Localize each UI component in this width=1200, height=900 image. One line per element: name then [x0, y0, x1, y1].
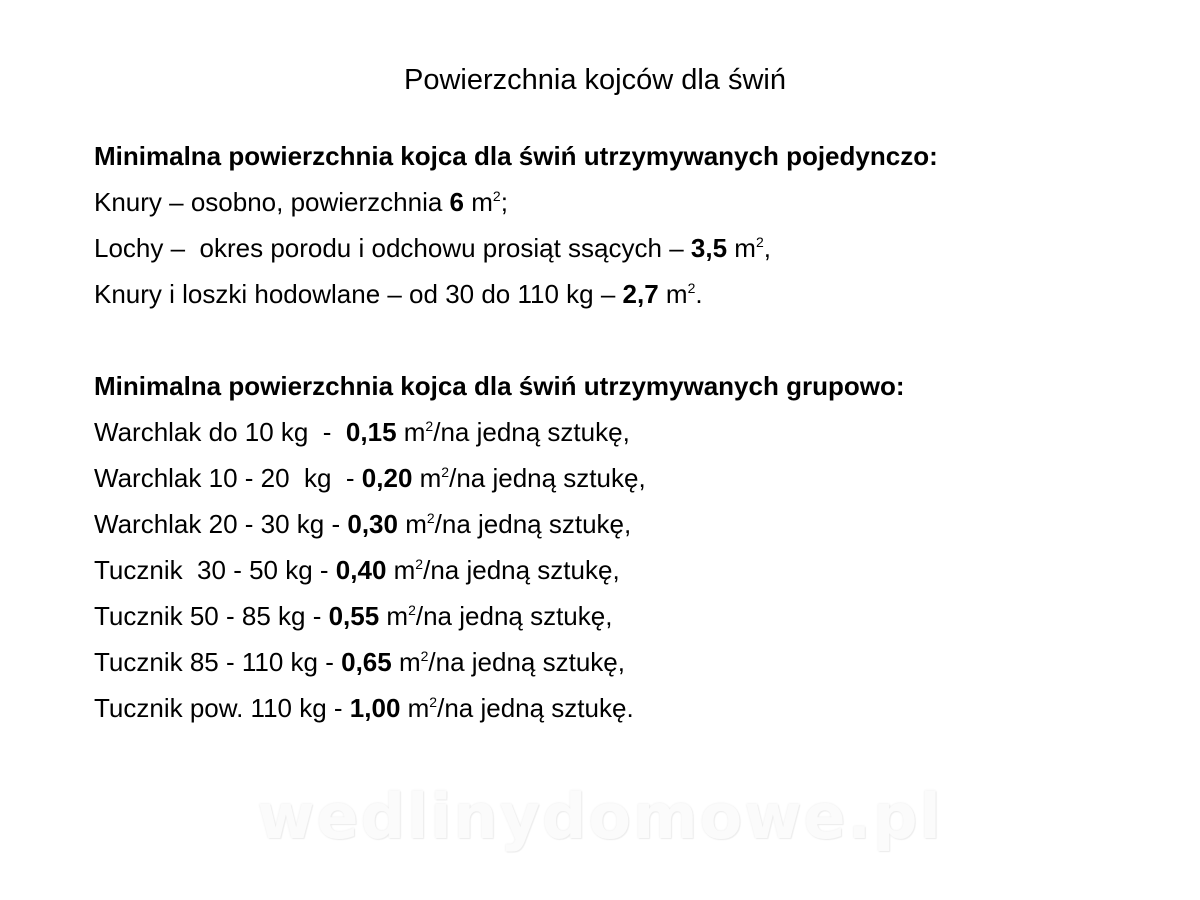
item-suffix: /na jedną sztukę, — [415, 601, 613, 631]
unit-exponent: 2 — [408, 602, 416, 618]
list-item — [94, 688, 1174, 734]
area-value: 0,65 — [341, 647, 392, 677]
item-suffix: ; — [500, 187, 508, 217]
item-suffix: /na jedną sztukę, — [433, 417, 630, 447]
section-heading: Minimalna powierzchnia kojca dla świń utrzymywanych pojedynczo: — [94, 141, 938, 171]
unit: m — [396, 417, 426, 447]
item-suffix: /na jedną sztukę, — [449, 463, 646, 493]
individual-housing-section — [94, 136, 1174, 320]
area-value: 0,55 — [328, 601, 380, 631]
unit-exponent: 2 — [687, 280, 696, 296]
unit-exponent: 2 — [420, 648, 429, 664]
area-value: 3,5 — [690, 233, 728, 263]
page-title: Powierzchnia kojców dla świń — [404, 64, 786, 96]
item-description: Knury i loszki hodowlane – od 30 do 110 kg – — [94, 279, 623, 309]
group-housing-section — [94, 366, 1174, 734]
unit-exponent: 2 — [429, 694, 438, 710]
item-suffix: /na jedną sztukę, — [434, 509, 632, 539]
unit: m — [727, 233, 756, 263]
unit-exponent: 2 — [426, 510, 435, 526]
unit-exponent: 2 — [415, 556, 424, 572]
area-value: 6 — [449, 187, 465, 217]
item-description: Tucznik 50 - 85 kg - — [94, 601, 329, 631]
unit-exponent: 2 — [425, 418, 434, 434]
unit: m — [464, 187, 493, 217]
item-suffix: /na jedną sztukę. — [437, 693, 634, 723]
list-item — [94, 274, 1174, 320]
area-value: 0,30 — [347, 509, 398, 539]
area-value: 1,00 — [349, 693, 401, 723]
unit: m — [397, 509, 427, 539]
list-item — [94, 550, 1174, 596]
item-suffix: /na jedną sztukę, — [428, 647, 625, 677]
list-item — [94, 412, 1174, 458]
list-item — [94, 228, 1174, 274]
unit: m — [391, 647, 421, 677]
section-heading: Minimalna powierzchnia kojca dla świń utrzymywanych grupowo: — [94, 371, 905, 401]
area-value: 0,20 — [361, 463, 413, 493]
item-suffix: /na jedną sztukę, — [423, 555, 620, 585]
watermark: wedlinydomowe.pl — [257, 780, 943, 853]
item-description: Warchlak 20 - 30 kg - — [94, 509, 348, 539]
list-item — [94, 182, 1174, 228]
item-description: Tucznik pow. 110 kg - — [94, 693, 350, 723]
area-value: 2,7 — [622, 279, 659, 309]
unit: m — [400, 693, 430, 723]
list-item — [94, 504, 1174, 550]
unit: m — [379, 601, 409, 631]
area-value: 0,40 — [335, 555, 387, 585]
item-description: Lochy – okres porodu i odchowu prosiąt ssących – — [94, 233, 691, 263]
item-description: Warchlak 10 - 20 kg - — [94, 463, 362, 493]
list-item — [94, 596, 1174, 642]
unit-exponent: 2 — [492, 188, 501, 204]
item-suffix: , — [763, 233, 771, 263]
unit: m — [386, 555, 416, 585]
unit: m — [412, 463, 442, 493]
item-suffix: . — [695, 279, 703, 309]
item-description: Tucznik 30 - 50 kg - — [94, 555, 336, 585]
item-description: Tucznik 85 - 110 kg - — [94, 647, 342, 677]
unit-exponent: 2 — [755, 234, 764, 250]
unit: m — [658, 279, 688, 309]
item-description: Knury – osobno, powierzchnia — [94, 187, 450, 217]
unit-exponent: 2 — [441, 464, 450, 480]
item-description: Warchlak do 10 kg - — [94, 417, 346, 447]
area-value: 0,15 — [345, 417, 397, 447]
list-item — [94, 642, 1174, 688]
list-item — [94, 458, 1174, 504]
